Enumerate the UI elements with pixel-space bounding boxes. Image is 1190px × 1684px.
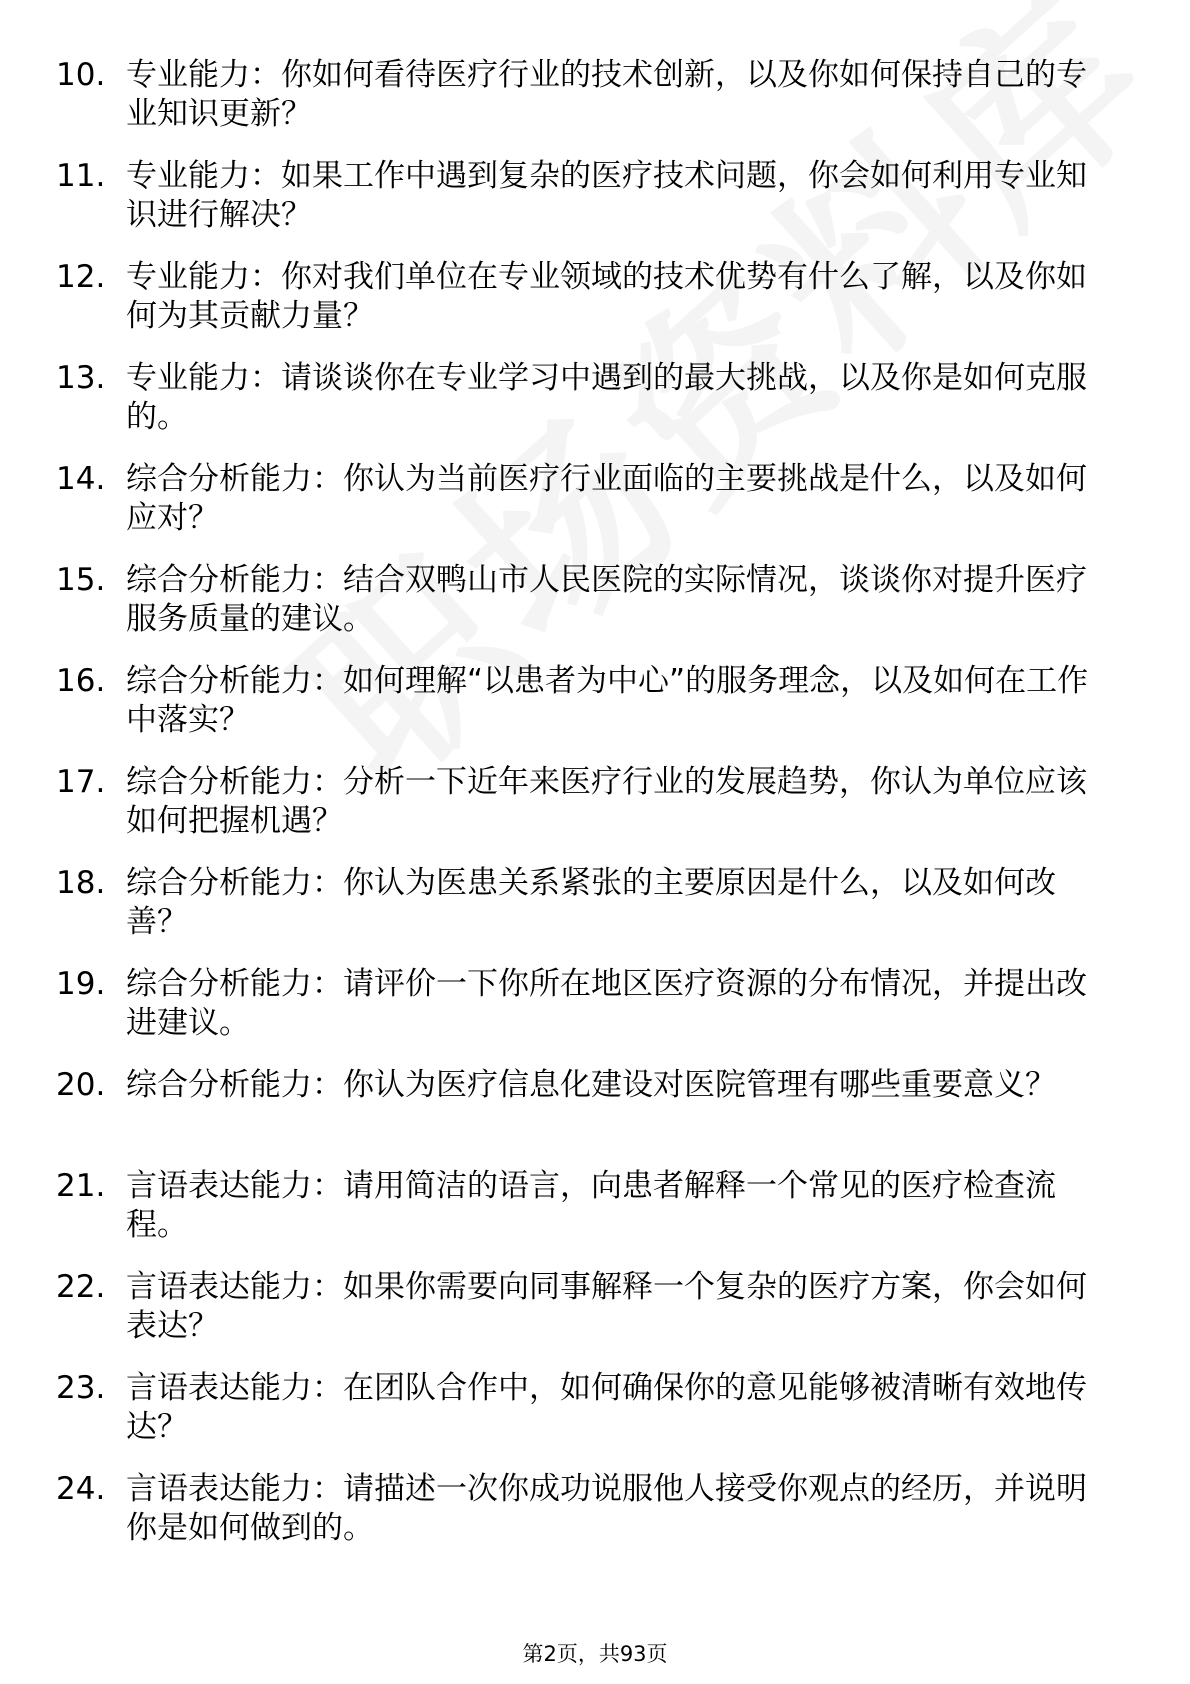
- question-number: 18.: [56, 865, 106, 901]
- question-text: 专业能力：你如何看待医疗行业的技术创新，以及你如何保持自己的专业知识更新？: [126, 57, 1087, 132]
- question-text: 综合分析能力：分析一下近年来医疗行业的发展趋势，你认为单位应该如何把握机遇？: [126, 764, 1087, 839]
- question-number: 12.: [56, 259, 106, 295]
- question-text: 综合分析能力：如何理解“以患者为中心”的服务理念，以及如何在工作中落实？: [126, 663, 1089, 738]
- question-number: 13.: [56, 360, 106, 396]
- question-list: [0, 56, 1190, 1571]
- question-item: [0, 460, 1190, 561]
- question-item: [0, 359, 1190, 460]
- question-item: [0, 1470, 1190, 1571]
- question-text: 专业能力：你对我们单位在专业领域的技术优势有什么了解，以及你如何为其贡献力量？: [126, 259, 1087, 334]
- question-text: 言语表达能力：请用简洁的语言，向患者解释一个常见的医疗检查流程。: [126, 1168, 1056, 1243]
- question-item: [0, 258, 1190, 359]
- question-number: 10.: [56, 57, 106, 93]
- question-item: [0, 1167, 1190, 1268]
- question-text: 综合分析能力：请评价一下你所在地区医疗资源的分布情况，并提出改进建议。: [126, 966, 1087, 1041]
- question-item: [0, 662, 1190, 763]
- question-item: [0, 965, 1190, 1066]
- question-text: 综合分析能力：你认为医患关系紧张的主要原因是什么，以及如何改善？: [126, 865, 1056, 940]
- question-number: 14.: [56, 461, 106, 497]
- question-item: [0, 1268, 1190, 1369]
- question-text: 言语表达能力：请描述一次你成功说服他人接受你观点的经历，并说明你是如何做到的。: [126, 1471, 1087, 1546]
- question-text: 专业能力：如果工作中遇到复杂的医疗技术问题，你会如何利用专业知识进行解决？: [126, 158, 1087, 233]
- question-number: 11.: [56, 158, 106, 194]
- question-text: 专业能力：请谈谈你在专业学习中遇到的最大挑战，以及你是如何克服的。: [126, 360, 1087, 435]
- question-item: [0, 157, 1190, 258]
- question-number: 17.: [56, 764, 106, 800]
- question-number: 23.: [56, 1370, 106, 1406]
- question-number: 16.: [56, 663, 106, 699]
- question-item: [0, 1066, 1190, 1167]
- question-item: [0, 56, 1190, 157]
- question-number: 24.: [56, 1471, 106, 1507]
- question-item: [0, 864, 1190, 965]
- question-number: 22.: [56, 1269, 106, 1305]
- question-number: 21.: [56, 1168, 106, 1204]
- question-number: 19.: [56, 966, 106, 1002]
- question-number: 15.: [56, 562, 106, 598]
- question-item: [0, 1369, 1190, 1470]
- question-item: [0, 561, 1190, 662]
- question-text: 综合分析能力：结合双鸭山市人民医院的实际情况，谈谈你对提升医疗服务质量的建议。: [126, 562, 1087, 637]
- question-item: [0, 763, 1190, 864]
- page-footer: 第2页，共93页: [522, 1642, 668, 1666]
- question-text: 言语表达能力：在团队合作中，如何确保你的意见能够被清晰有效地传达？: [126, 1370, 1087, 1445]
- question-text: 综合分析能力：你认为医疗信息化建设对医院管理有哪些重要意义？: [126, 1067, 1056, 1103]
- question-number: 20.: [56, 1067, 106, 1103]
- question-text: 言语表达能力：如果你需要向同事解释一个复杂的医疗方案，你会如何表达？: [126, 1269, 1087, 1344]
- question-text: 综合分析能力：你认为当前医疗行业面临的主要挑战是什么，以及如何应对？: [126, 461, 1087, 536]
